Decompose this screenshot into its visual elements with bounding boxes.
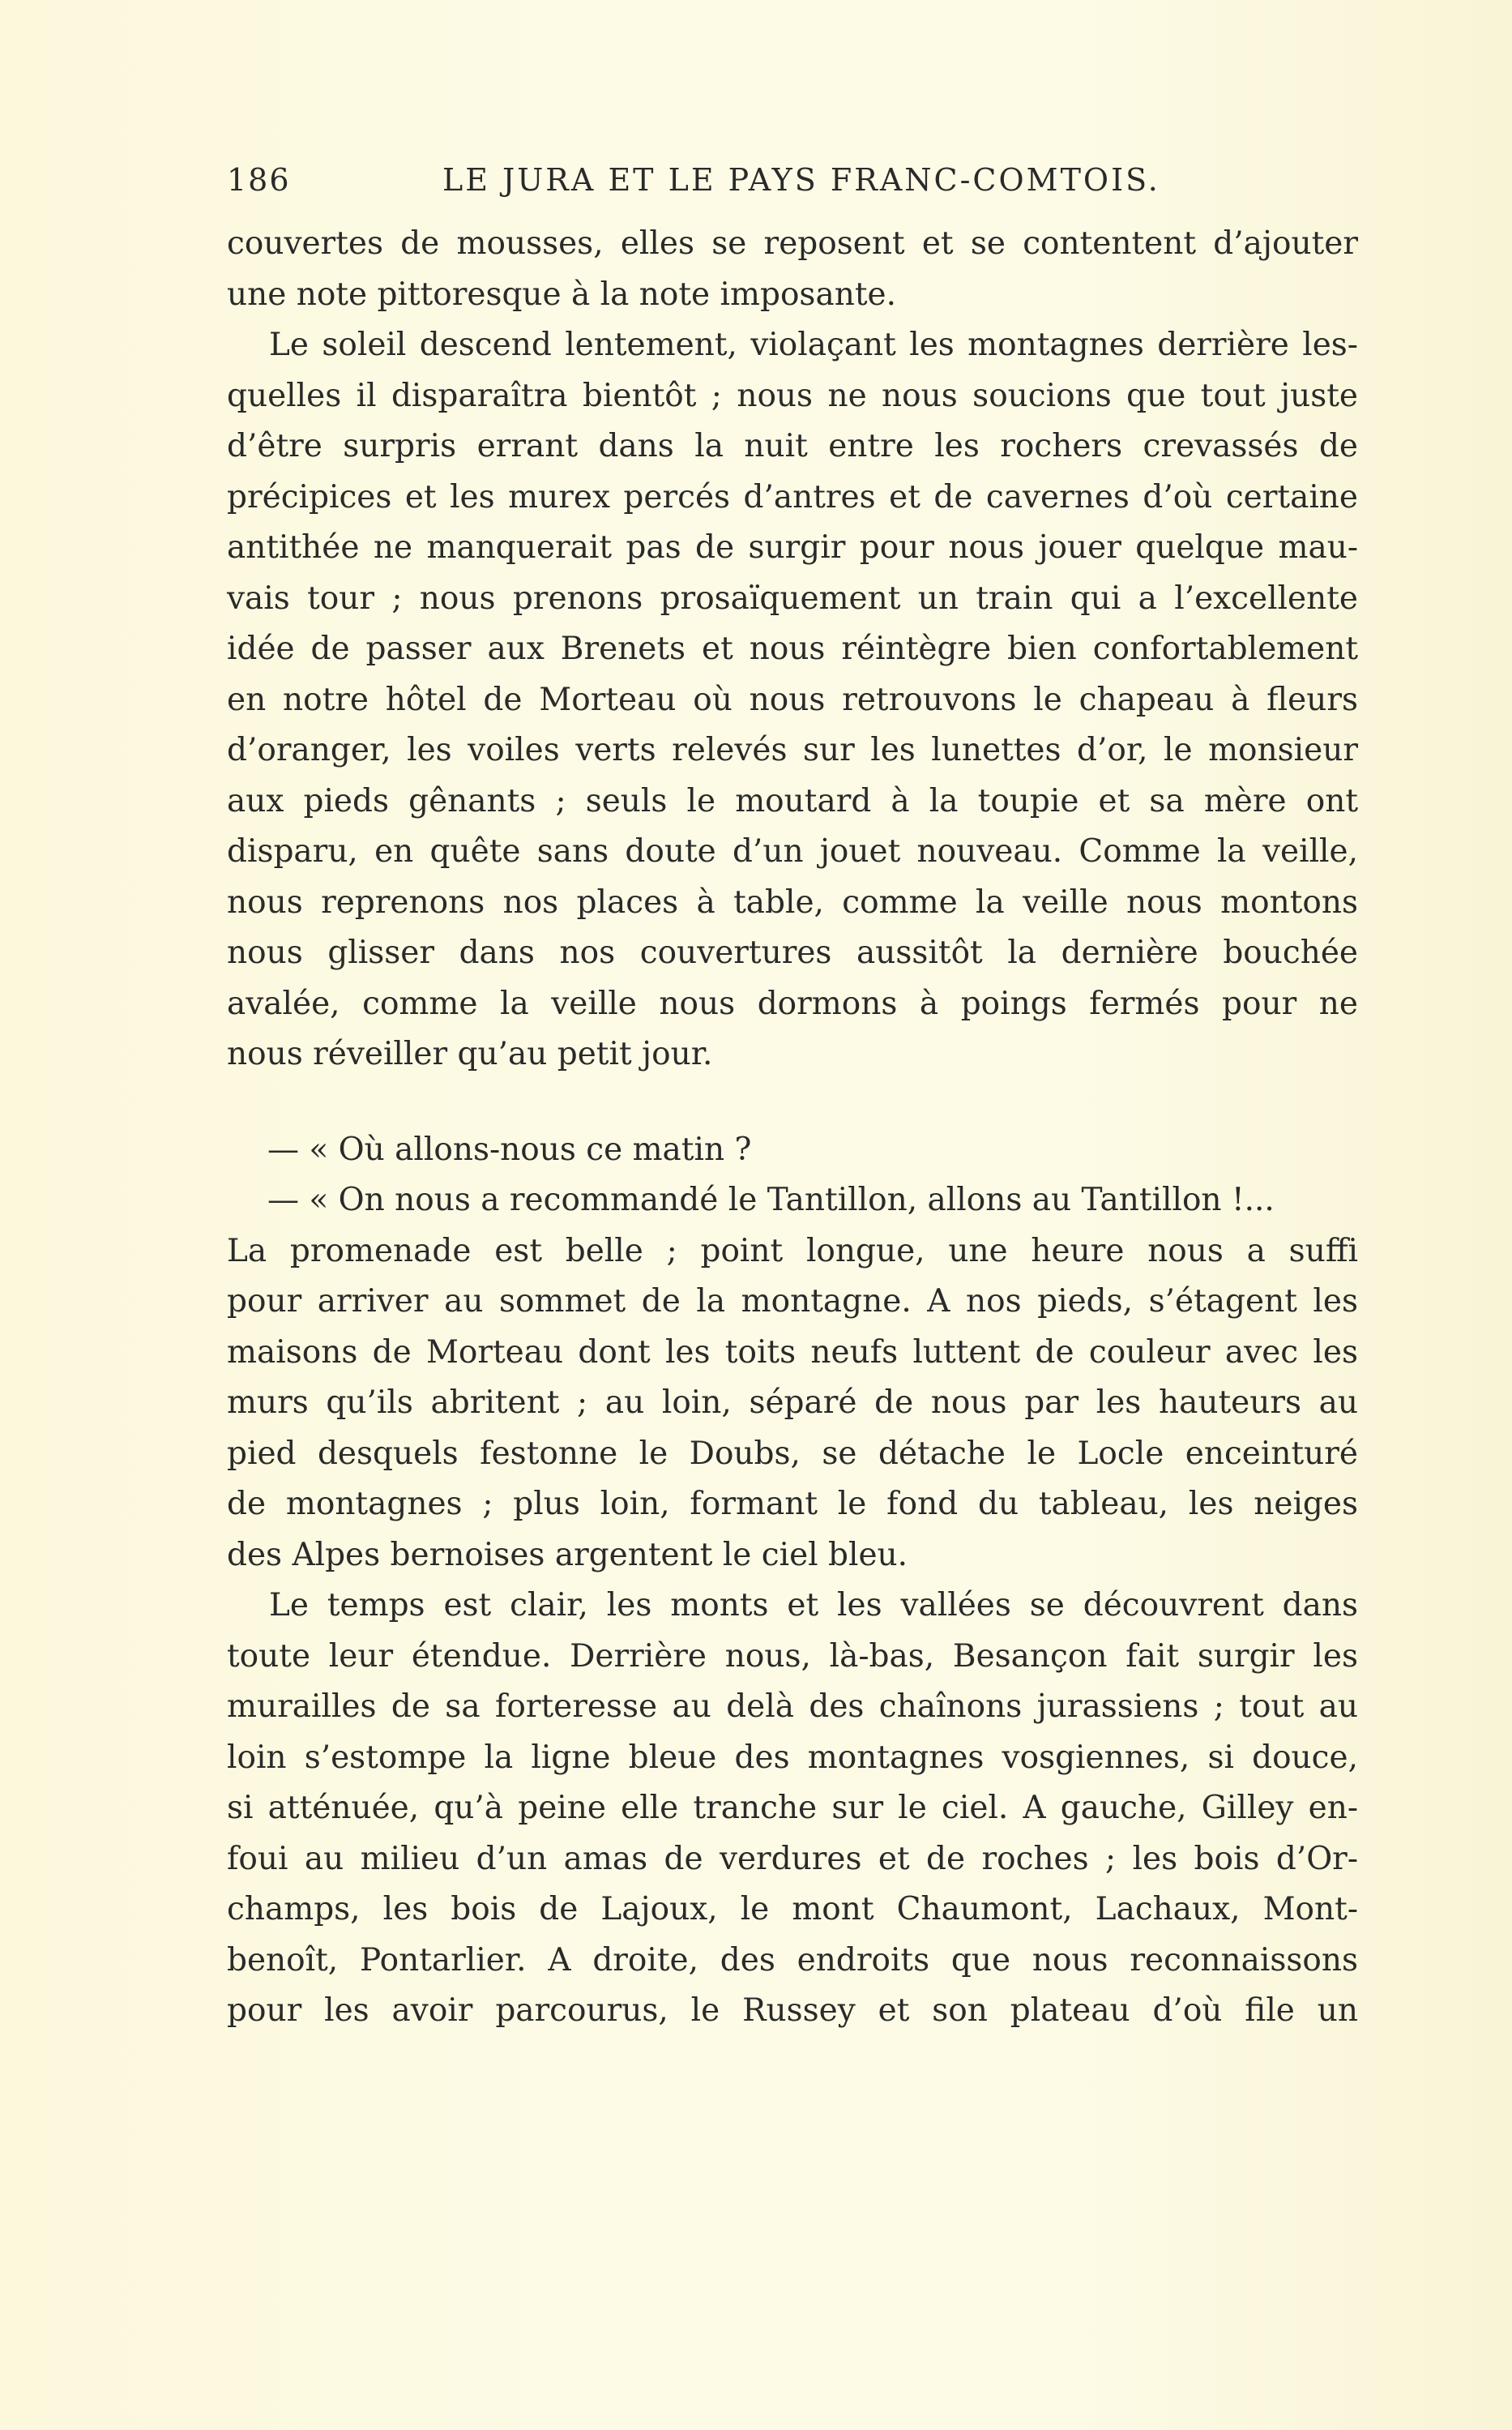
- text-line: loin s’estompe la ligne bleue des montagnes vosgiennes, si douce,: [227, 1739, 1358, 1776]
- text-line: une note pittoresque à la note imposante.: [227, 276, 896, 313]
- body-text: [227, 219, 1358, 2037]
- text-line: précipices et les murex percés d’antres et de cavernes d’où certaine: [227, 478, 1358, 516]
- text-line: Le soleil descend lentement, violaçant les montagnes derrière les-: [269, 327, 1358, 363]
- text-line: disparu, en quête sans doute d’un jouet nouveau. Comme la veille,: [227, 833, 1358, 870]
- paragraph: [227, 1581, 1358, 2037]
- text-line: idée de passer aux Brenets et nous réintègre bien confortablement: [227, 631, 1358, 667]
- text-line: des Alpes bernoises argentent le ciel bleu.: [227, 1536, 908, 1573]
- text-line: toute leur étendue. Derrière nous, là-bas, Besançon fait surgir les: [227, 1637, 1358, 1675]
- text-line: La promenade est belle ; point longue, une heure nous a suffi: [227, 1232, 1358, 1269]
- text-line: en notre hôtel de Morteau où nous retrouvons le chapeau à fleurs: [227, 681, 1358, 718]
- paragraph: [227, 1226, 1358, 1581]
- text-line: d’être surpris errant dans la nuit entre les rochers crevassés de: [227, 428, 1358, 464]
- text-line: murs qu’ils abritent ; au loin, séparé de nous par les hauteurs au: [227, 1384, 1358, 1421]
- dialogue: [227, 1175, 1358, 1226]
- text-line: pied desquels festonne le Doubs, se détache le Locle enceinturé: [227, 1435, 1358, 1472]
- text-line: pour arriver au sommet de la montagne. A nos pieds, s’étagent les: [227, 1283, 1358, 1320]
- paragraph: [227, 320, 1358, 1080]
- page-header: [227, 156, 1212, 204]
- text-line: pour les avoir parcourus, le Russey et son plateau d’où file un: [227, 1992, 1358, 2029]
- text-line: nous réveiller qu’au petit jour.: [227, 1036, 713, 1072]
- dialogue-line: — « On nous a recommandé le Tantillon, allons au Tantillon !...: [267, 1182, 1275, 1218]
- text-line: Le temps est clair, les monts et les vallées se découvrent dans: [269, 1587, 1358, 1624]
- text-line: aux pieds gênants ; seuls le moutard à la toupie et sa mère ont: [227, 782, 1358, 819]
- dialogue: [227, 1125, 1358, 1176]
- text-line: quelles il disparaîtra bientôt ; nous ne nous soucions que tout juste: [227, 377, 1358, 414]
- text-line: avalée, comme la veille nous dormons à poings fermés pour ne: [227, 985, 1358, 1022]
- dialogue-line: — « Où allons-nous ce matin ?: [267, 1131, 752, 1168]
- text-line: champs, les bois de Lajoux, le mont Chaumont, Lachaux, Mont-: [227, 1891, 1358, 1927]
- text-line: vais tour ; nous prenons prosaïquement un train qui a l’excellente: [227, 580, 1358, 617]
- text-line: murailles de sa forteresse au delà des chaînons jurassiens ; tout au: [227, 1688, 1358, 1725]
- text-line: foui au milieu d’un amas de verdures et de roches ; les bois d’Or-: [227, 1840, 1358, 1877]
- paragraph: [227, 219, 1358, 320]
- text-line: benoît, Pontarlier. A droite, des endroits que nous reconnaissons: [227, 1941, 1358, 1979]
- text-line: si atténuée, qu’à peine elle tranche sur le ciel. A gauche, Gilley en-: [227, 1790, 1358, 1826]
- page-number: 186: [227, 162, 291, 198]
- section-gap: [227, 1080, 1358, 1125]
- text-line: couvertes de mousses, elles se reposent et se contentent d’ajouter: [227, 225, 1358, 262]
- text-line: nous glisser dans nos couvertures aussitôt la dernière bouchée: [227, 935, 1358, 971]
- text-line: d’oranger, les voiles verts relevés sur les lunettes d’or, le monsieur: [227, 732, 1358, 768]
- text-line: antithée ne manquerait pas de surgir pour nous jouer quelque mau-: [227, 529, 1358, 566]
- text-line: nous reprenons nos places à table, comme la veille nous montons: [227, 883, 1358, 921]
- running-title: LE JURA ET LE PAYS FRANC-COMTOIS.: [442, 162, 1160, 198]
- text-line: de montagnes ; plus loin, formant le fond du tableau, les neiges: [227, 1486, 1358, 1522]
- text-line: maisons de Morteau dont les toits neufs luttent de couleur avec les: [227, 1333, 1358, 1371]
